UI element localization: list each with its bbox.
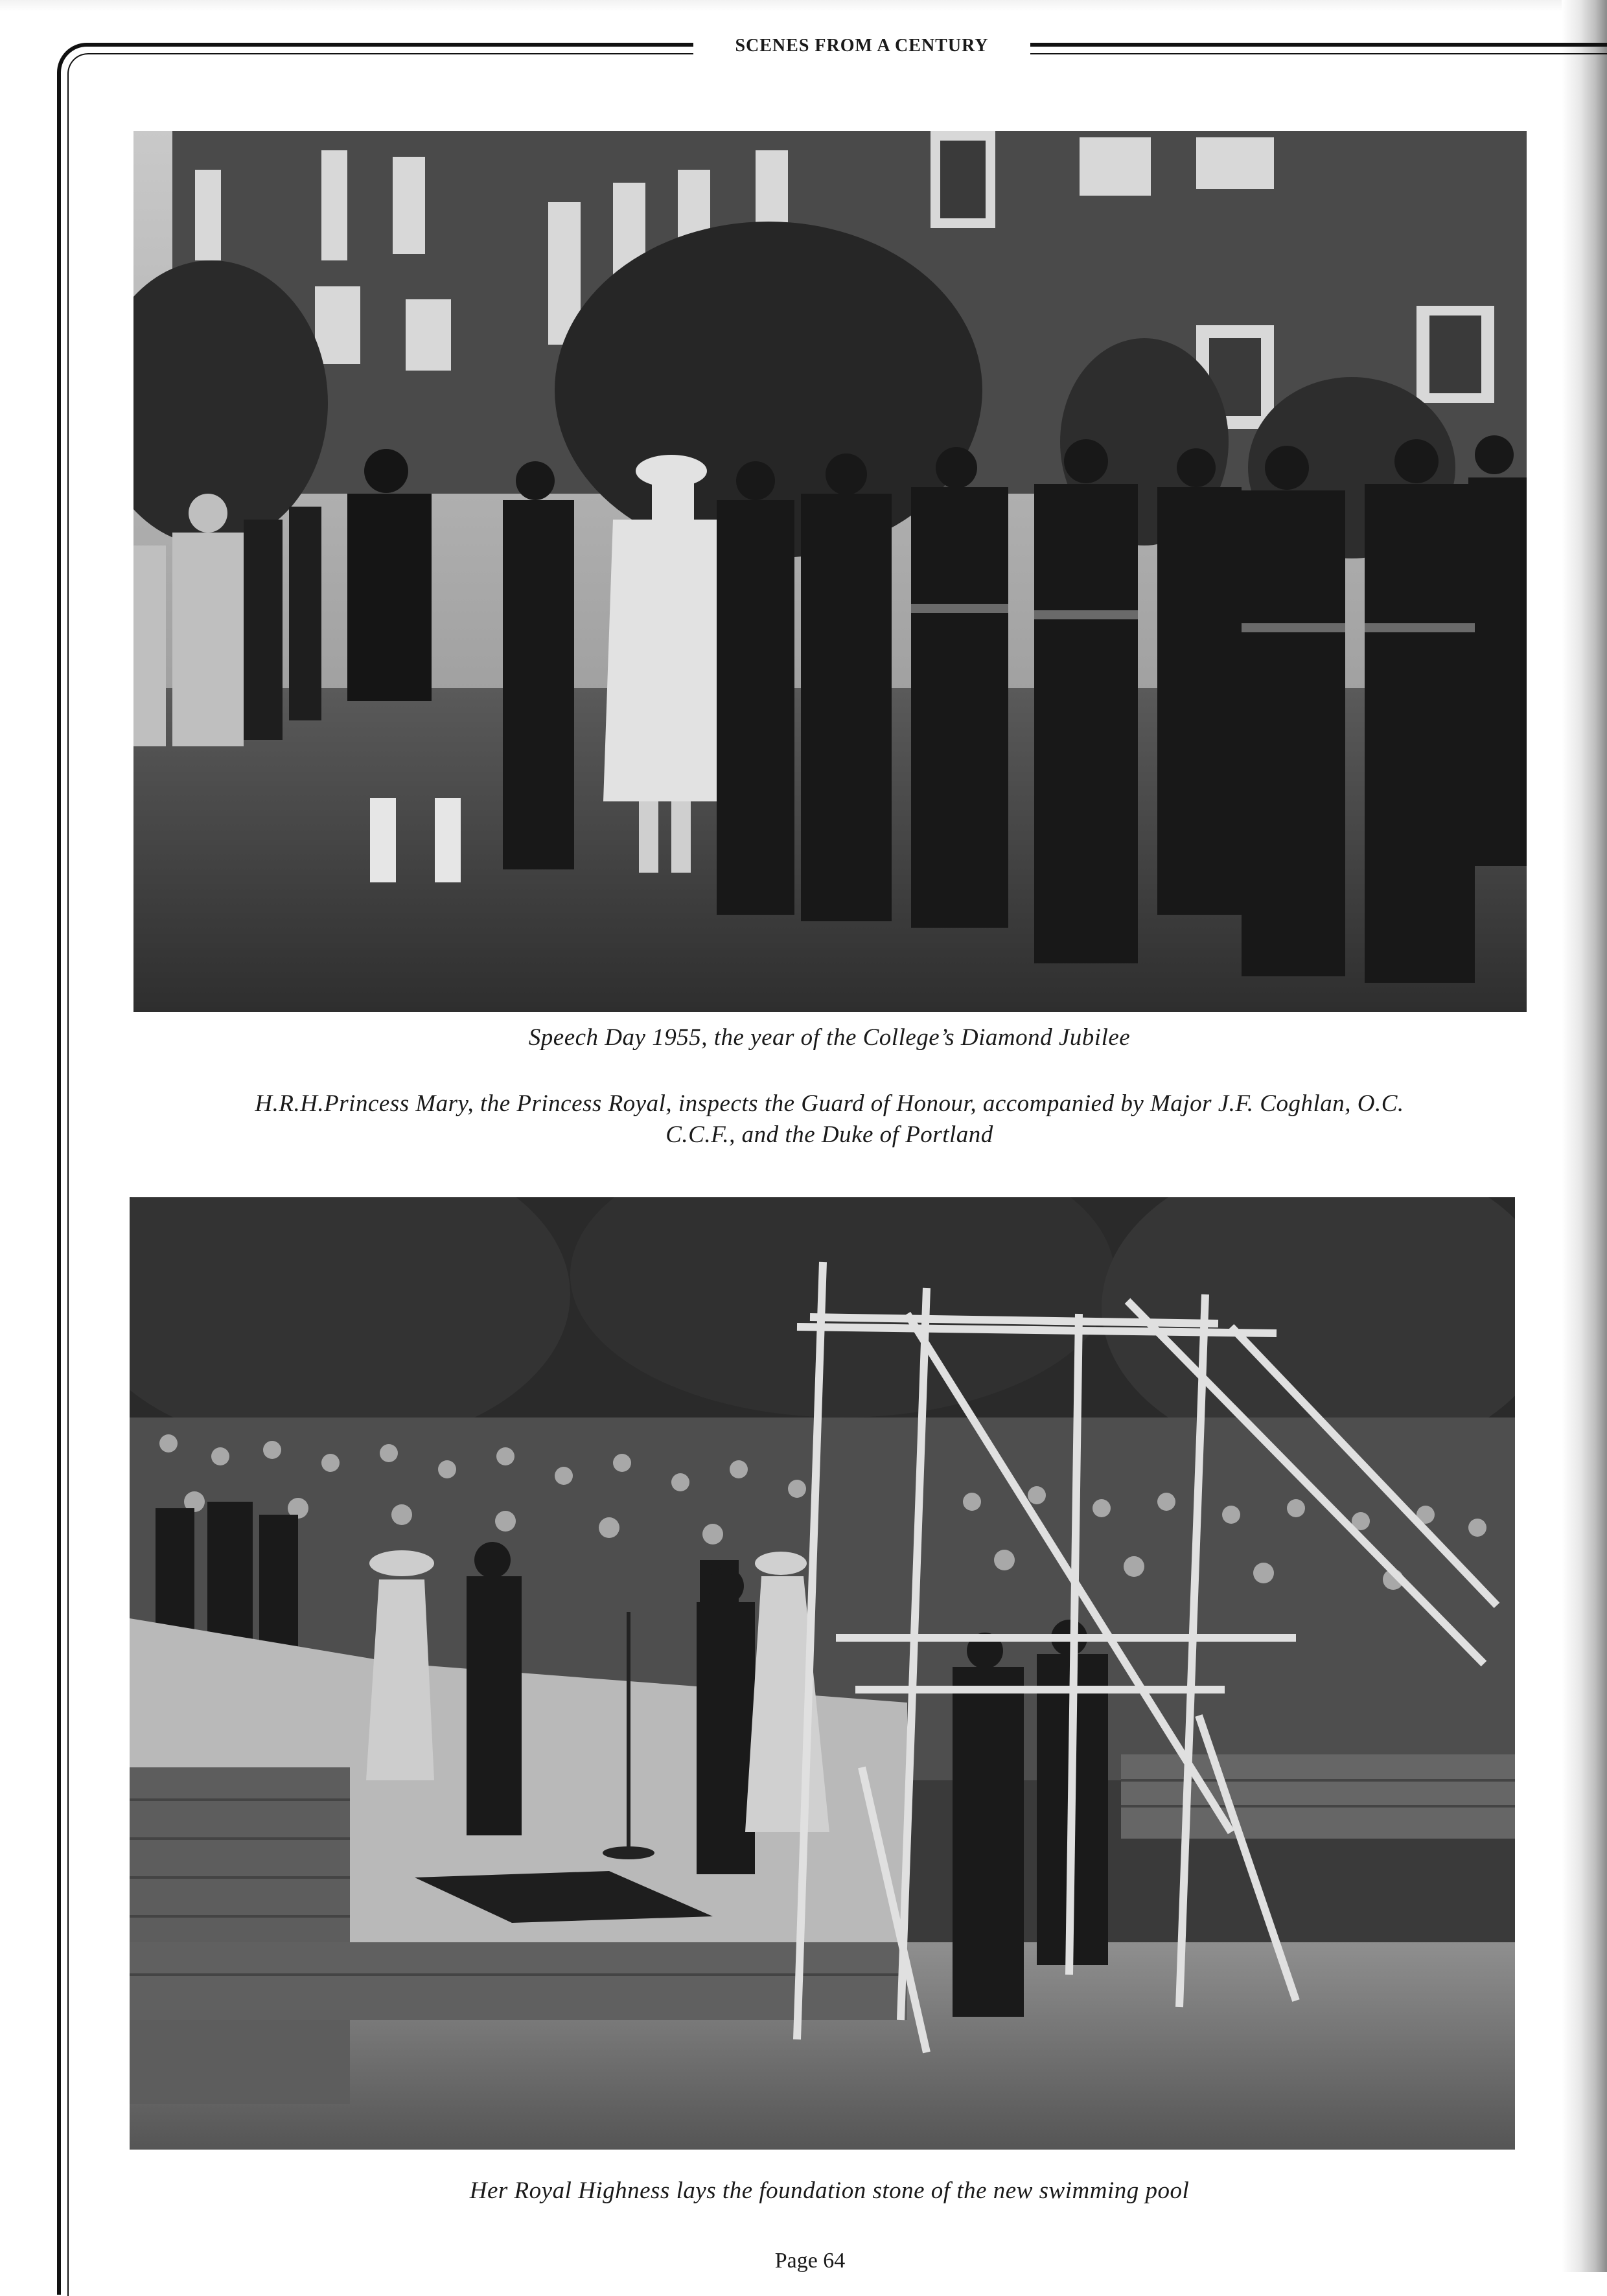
page-top-edge <box>0 0 1607 12</box>
page-number: Page 64 <box>774 2249 846 2273</box>
photo-caption-foundation: Her Royal Highness lays the foundation stone of the new swimming pool <box>469 2177 1190 2204</box>
photo-caption-detail <box>130 1088 1529 1151</box>
photo-caption-detail-line-1: H.R.H.Princess Mary, the Princess Royal, inspects the Guard of Honour, accompanied by Major J.F. Coghlan, O.C. <box>255 1090 1404 1117</box>
running-head: SCENES FROM A CENTURY <box>693 30 1030 62</box>
photo-guard-of-honour <box>133 131 1527 1012</box>
photo-caption-title: Speech Day 1955, the year of the College’s Diamond Jubilee <box>528 1024 1131 1051</box>
photo-foundation-stone <box>130 1197 1515 2150</box>
photo-caption-detail-line-2: C.C.F., and the Duke of Portland <box>665 1121 993 1148</box>
